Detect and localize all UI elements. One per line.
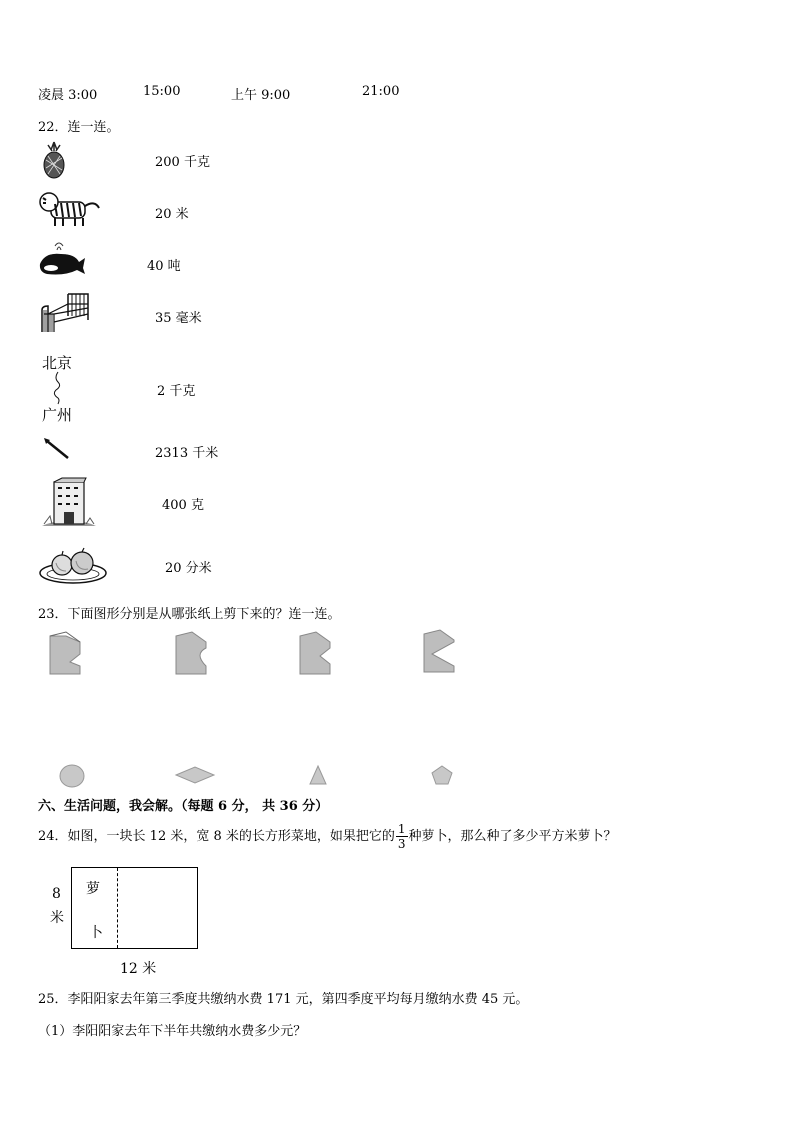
- fraction-numerator: 1: [397, 822, 406, 836]
- q22-label-1[interactable]: 200 千克: [155, 155, 210, 170]
- folded-paper-4-icon[interactable]: [424, 630, 456, 674]
- fig-height-num: 8: [52, 886, 61, 902]
- map-city-beijing: 北京: [42, 354, 73, 372]
- bed-icon: [38, 292, 92, 334]
- route-line-icon: [48, 372, 68, 404]
- q22-title: 22．连一连。: [38, 120, 120, 135]
- q22-label-7[interactable]: 400 克: [162, 498, 204, 513]
- q25-text: 25．李阳阳家去年第三季度共缴纳水费 171 元，第四季度平均每月缴纳水费 45 元。: [38, 992, 529, 1007]
- nail-icon: [40, 436, 72, 462]
- q22-label-4[interactable]: 35 毫米: [155, 311, 202, 326]
- tiger-icon: [37, 190, 101, 230]
- circle-shape-icon[interactable]: [58, 763, 86, 789]
- q25-sub1: （1）李阳阳家去年下半年共缴纳水费多少元？: [38, 1024, 307, 1039]
- fig-width-label: 12 米: [120, 961, 157, 977]
- pineapple-icon: [38, 140, 70, 180]
- q23-title: 23．下面图形分别是从哪张纸上剪下来的？连一连。: [38, 607, 341, 622]
- q22-label-8[interactable]: 20 分米: [165, 561, 212, 576]
- whale-icon: [37, 242, 87, 280]
- vegetable-field-rect: [71, 867, 198, 949]
- pentagon-shape-icon[interactable]: [430, 764, 454, 786]
- divider-dashed-line: [117, 868, 118, 948]
- time-label-3: 上午 9:00: [231, 88, 291, 103]
- radish-label-1: 萝: [86, 881, 100, 897]
- apple-plate-icon: [38, 545, 108, 585]
- q22-label-6[interactable]: 2313 千米: [155, 446, 219, 461]
- time-label-2: 15:00: [143, 84, 181, 99]
- fig-height-unit: 米: [50, 910, 64, 926]
- q24-text-after: 种萝卜，那么种了多少平方米萝卜？: [408, 829, 617, 844]
- folded-paper-2-icon[interactable]: [176, 632, 208, 676]
- time-label-1: 凌晨 3:00: [38, 88, 98, 103]
- fraction-denominator: 3: [397, 837, 406, 851]
- q24-text-before: 24．如图，一块长 12 米，宽 8 米的长方形菜地，如果把它的: [38, 829, 395, 844]
- triangle-shape-icon[interactable]: [308, 764, 328, 786]
- fraction-one-third: [396, 823, 408, 850]
- time-label-4: 21:00: [362, 84, 400, 99]
- q22-label-5[interactable]: 2 千克: [157, 384, 196, 399]
- q22-label-3[interactable]: 40 吨: [147, 259, 181, 274]
- radish-label-2: 卜: [89, 925, 103, 941]
- folded-paper-3-icon[interactable]: [300, 632, 332, 676]
- diamond-shape-icon[interactable]: [174, 765, 216, 785]
- q22-label-2[interactable]: 20 米: [155, 207, 189, 222]
- folded-paper-1-icon[interactable]: [50, 632, 82, 676]
- map-city-guangzhou: 广州: [42, 406, 73, 424]
- section6-title: 六、生活问题，我会解。（每题 6 分， 共 36 分）: [38, 799, 329, 814]
- q24-text: [38, 820, 617, 854]
- building-icon: [40, 476, 98, 528]
